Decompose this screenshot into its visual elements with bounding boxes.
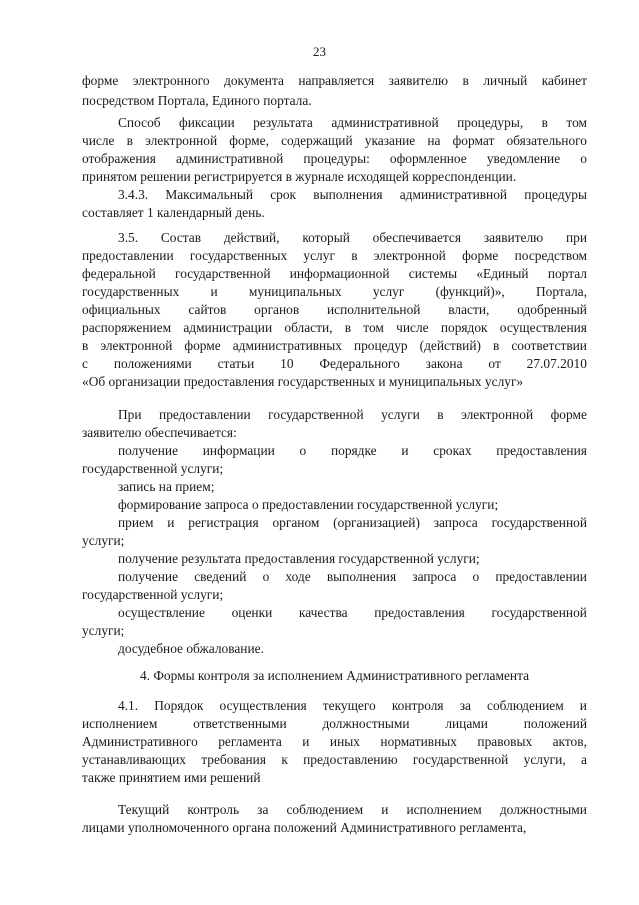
text-line: запись на прием; (118, 479, 215, 494)
text-line: государственной услуги; (82, 587, 224, 602)
text-line: услуги; (82, 623, 125, 638)
text-line: предоставлении государственных услуг в электронной форме посредством (82, 248, 587, 263)
text-line: отображения административной процедуры: оформленное уведомление о (82, 151, 587, 166)
text-line: Способ фиксации результата административной процедуры, в том (118, 115, 587, 130)
text-line: числе в электронной форме, содержащий указание на формат обязательного (82, 133, 587, 148)
text-line: прием и регистрация органом (организацией) запроса государственной (118, 515, 587, 530)
text-line: распоряжением администрации области, в том числе порядок осуществления (82, 320, 587, 335)
text-line: государственных и муниципальных услуг (функций)», Портала, (82, 284, 587, 299)
text-line: в электронной форме административных процедур (действий) в соответствии (82, 338, 587, 353)
text-line: 4.1. Порядок осуществления текущего контроля за соблюдением и (118, 698, 587, 713)
text-line: 3.4.3. Максимальный срок выполнения административной процедуры (118, 187, 587, 202)
text-line: «Об организации предоставления государственных и муниципальных услуг» (82, 374, 524, 389)
text-line: составляет 1 календарный день. (82, 205, 265, 220)
section-heading: 4. Формы контроля за исполнением Административного регламента (139, 668, 530, 683)
text-line: также принятием ими решений (82, 770, 261, 785)
text-line: получение результата предоставления государственной услуги; (118, 551, 480, 566)
page-number: 23 (313, 44, 326, 59)
text-line: федеральной государственной информационной системы «Единый портал (82, 266, 587, 281)
text-line: исполнением ответственными должностными лицами положений (82, 716, 587, 731)
text-line: формирование запроса о предоставлении государственной услуги; (118, 497, 499, 512)
text-line: Административного регламента и иных нормативных правовых актов, (82, 734, 587, 749)
text-line: услуги; (82, 533, 125, 548)
text-line: Текущий контроль за соблюдением и исполнением должностными (118, 802, 587, 817)
text-line: посредством Портала, Единого портала. (82, 93, 312, 108)
text-line: форме электронного документа направляется заявителю в личный кабинет (82, 73, 587, 88)
text-line: заявителю обеспечивается: (82, 425, 237, 440)
text-line: принятом решении регистрируется в журнале исходящей корреспонденции. (82, 169, 517, 184)
text-line: получение информации о порядке и сроках предоставления (118, 443, 587, 458)
text-line: осуществление оценки качества предоставления государственной (118, 605, 587, 620)
text-line: государственной услуги; (82, 461, 224, 476)
text-line: При предоставлении государственной услуги в электронной форме (118, 407, 587, 422)
text-line: досудебное обжалование. (118, 641, 264, 656)
text-line: получение сведений о ходе выполнения запроса о предоставлении (118, 569, 587, 584)
text-line: устанавливающих требования к предоставлению государственной услуги, а (82, 752, 587, 767)
text-line: лицами уполномоченного органа положений Административного регламента, (82, 820, 527, 835)
text-line: официальных сайтов органов исполнительной власти, одобренный (82, 302, 587, 317)
text-line: 3.5. Состав действий, который обеспечивается заявителю при (118, 230, 587, 245)
text-line: с положениями статьи 10 Федерального закона от 27.07.2010 (82, 356, 587, 371)
